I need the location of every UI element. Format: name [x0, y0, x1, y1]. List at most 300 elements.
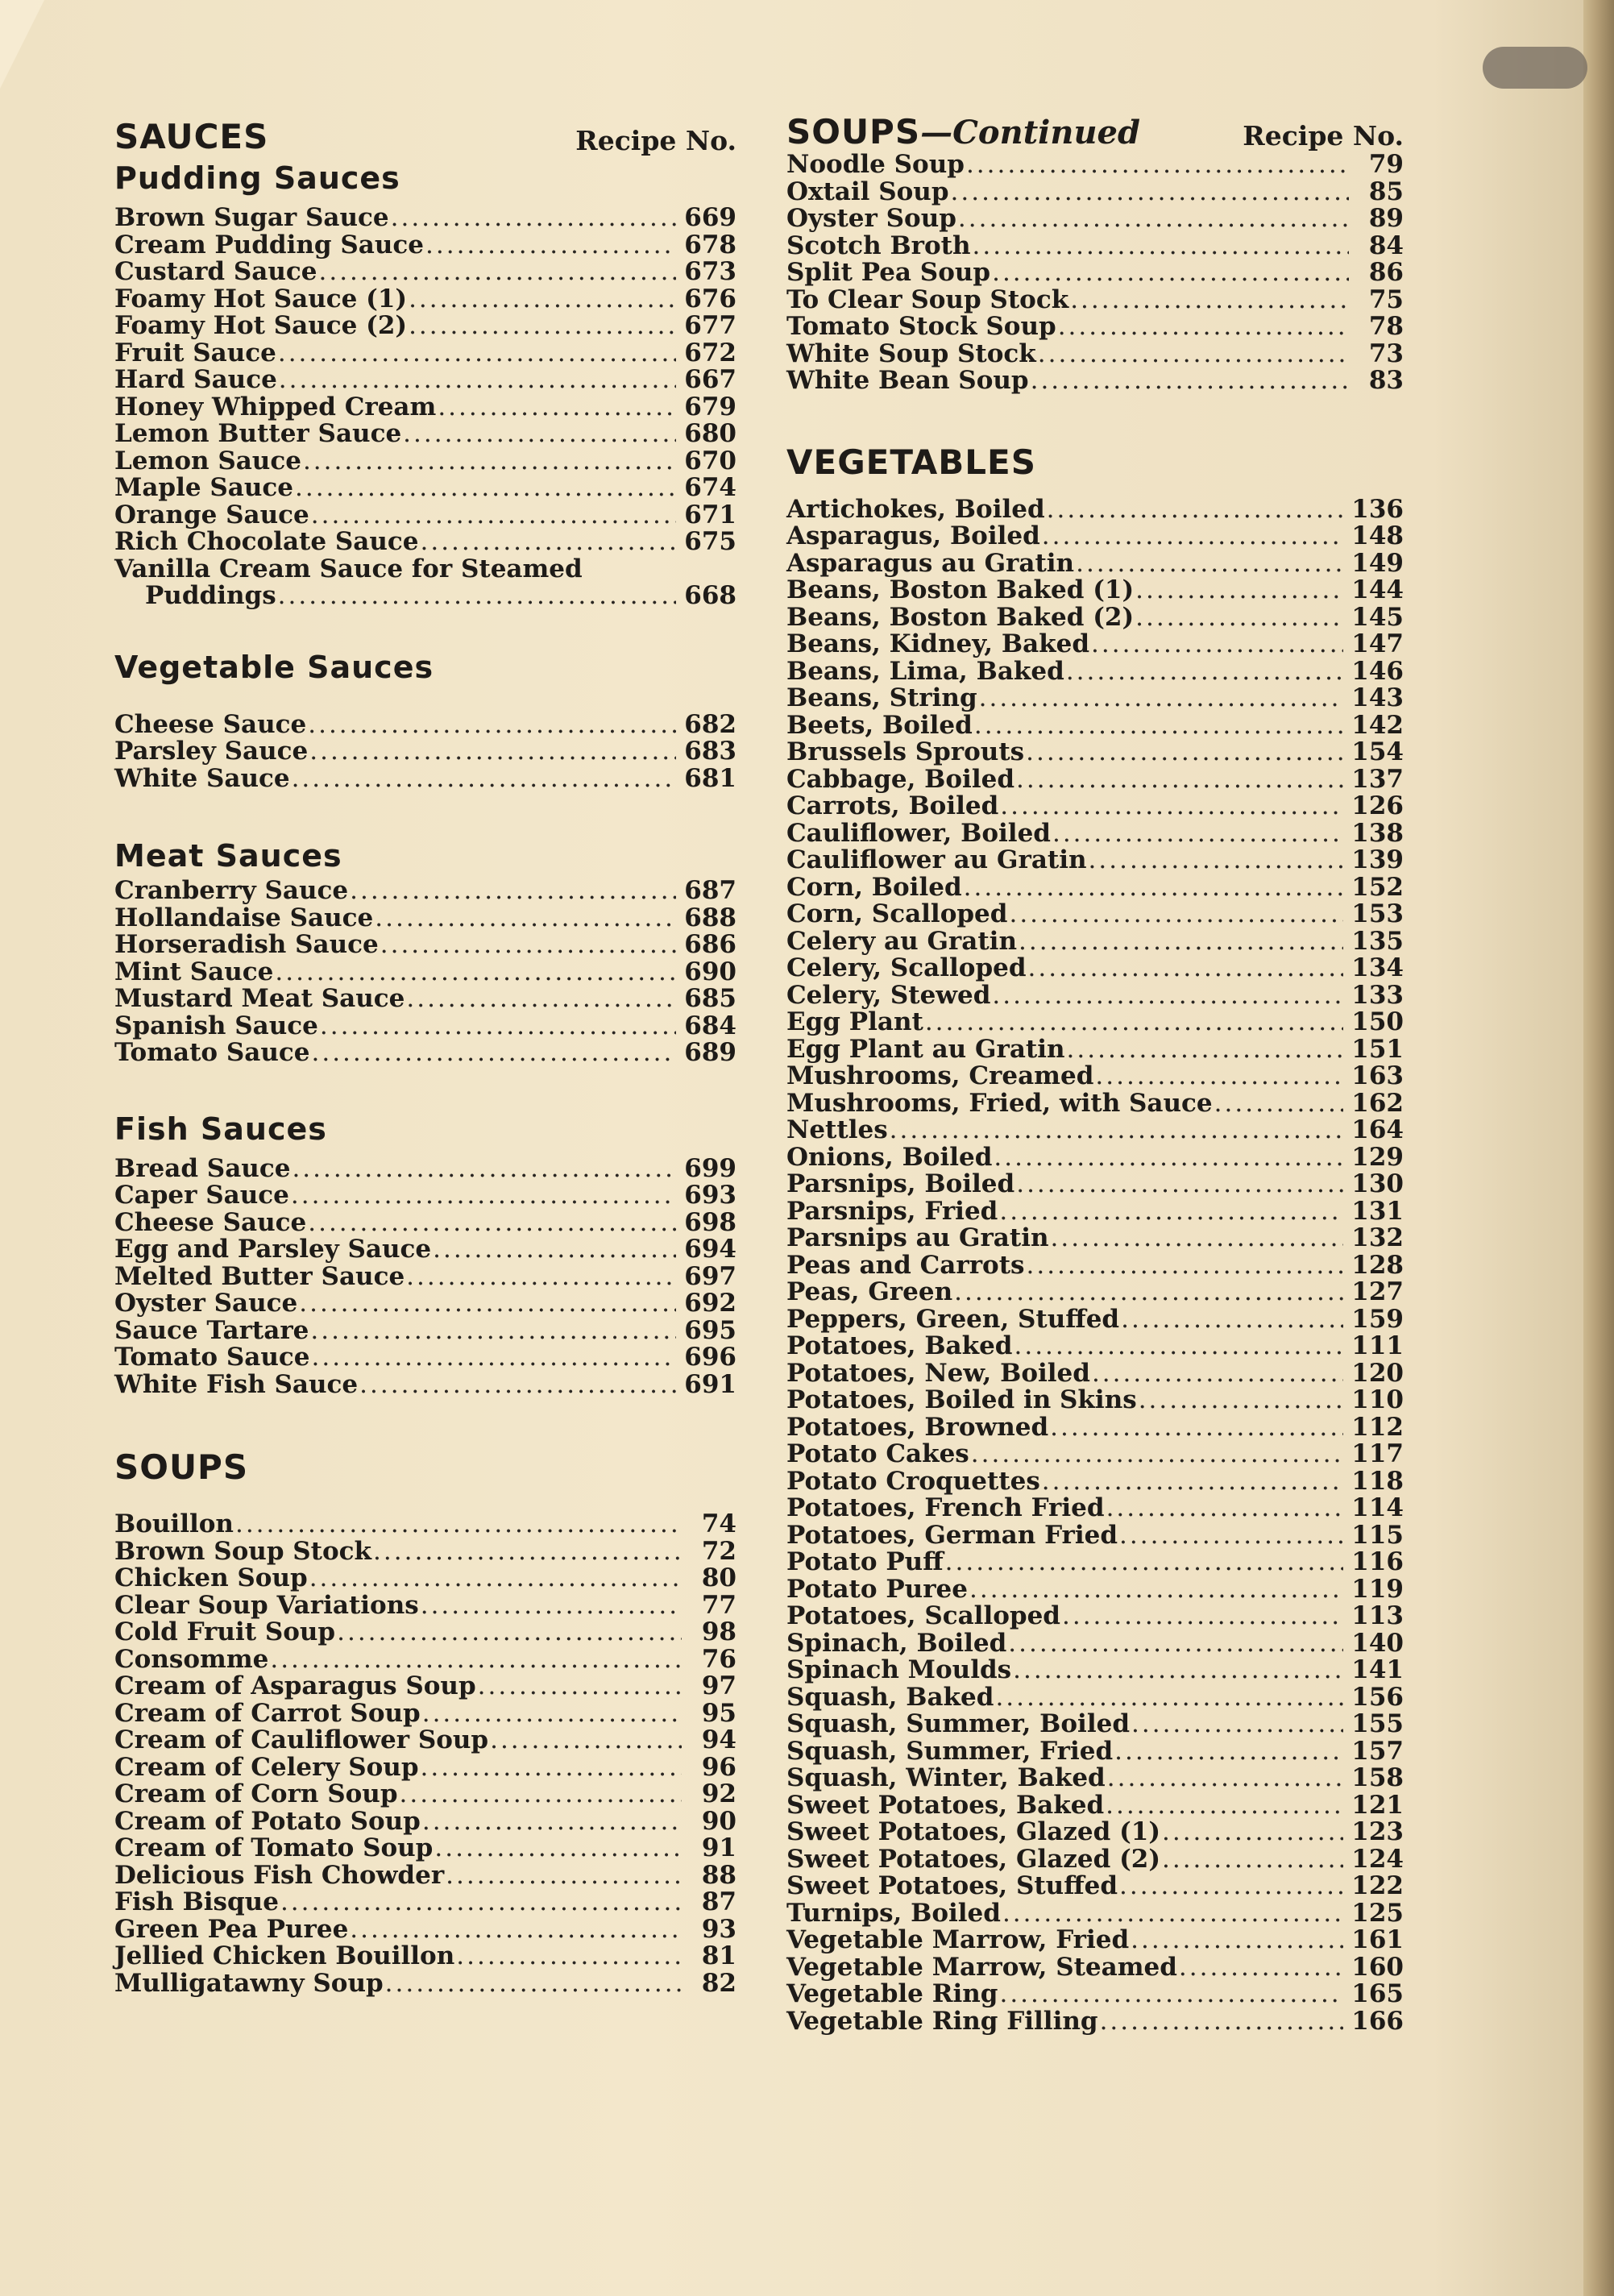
leader-dots	[1002, 1900, 1343, 1928]
index-entry[interactable]	[786, 1009, 1404, 1036]
index-entry[interactable]	[114, 1916, 736, 1944]
index-entry[interactable]	[786, 1117, 1404, 1144]
leader-dots	[1000, 793, 1343, 820]
leader-dots	[1092, 1360, 1343, 1388]
recipe-number: 670	[684, 446, 736, 475]
entry-name: Egg and Parsley Sauce	[114, 1235, 432, 1264]
leader-dots	[295, 475, 676, 502]
index-entry[interactable]	[114, 1040, 736, 1067]
leader-dots	[1135, 577, 1343, 604]
entry-name: Split Pea Soup	[786, 258, 991, 287]
index-entry[interactable]	[114, 340, 736, 367]
entry-name: Scotch Broth	[786, 230, 971, 260]
index-entry[interactable]	[114, 448, 736, 475]
entry-name: Squash, Winter, Baked	[786, 1763, 1106, 1792]
entry-name: Jellied Chicken Bouillon	[114, 1941, 455, 1970]
recipe-number: 129	[1351, 1142, 1404, 1172]
leader-dots	[391, 205, 677, 232]
index-entry[interactable]	[786, 1225, 1404, 1252]
folded-corner	[0, 0, 44, 89]
entry-name: Carrots, Boiled	[786, 791, 999, 820]
recipe-number: 118	[1351, 1466, 1404, 1496]
recipe-number: 75	[1368, 284, 1404, 314]
entry-name: Egg Plant au Gratin	[786, 1034, 1065, 1064]
fish-sauces-title: Fish Sauces	[114, 1111, 327, 1147]
index-entry[interactable]	[114, 502, 736, 529]
entry-name: Delicious Fish Chowder	[114, 1860, 445, 1890]
entry-name: Tomato Sauce	[114, 1038, 310, 1067]
index-entry[interactable]	[786, 577, 1404, 604]
leader-dots	[409, 286, 676, 313]
recipe-number: 90	[701, 1806, 736, 1836]
recipe-number: 122	[1351, 1871, 1404, 1900]
leader-dots	[1076, 550, 1343, 578]
index-entry[interactable]	[786, 1981, 1404, 2008]
leader-dots	[337, 1619, 682, 1646]
index-entry[interactable]	[786, 766, 1404, 794]
index-entry[interactable]	[786, 1387, 1404, 1414]
index-entry[interactable]	[114, 878, 736, 905]
entry-name: Celery, Scalloped	[786, 953, 1027, 982]
entry-name: White Fish Sauce	[114, 1369, 359, 1399]
index-entry[interactable]	[786, 712, 1404, 740]
index-entry[interactable]	[114, 1646, 736, 1674]
entry-name: Bouillon	[114, 1509, 234, 1538]
entry-name: Potatoes, Baked	[786, 1331, 1013, 1360]
index-entry[interactable]	[786, 1414, 1404, 1442]
recipe-number: 669	[684, 203, 736, 232]
entry-name-continued: Puddings	[145, 581, 276, 610]
index-entry[interactable]	[786, 847, 1404, 874]
entry-name: Spinach Moulds	[786, 1655, 1012, 1684]
leader-dots	[1091, 631, 1343, 658]
entry-name: Chicken Soup	[114, 1563, 308, 1592]
index-entry[interactable]	[114, 286, 736, 313]
leader-dots	[309, 738, 676, 766]
leader-dots	[320, 1013, 676, 1040]
entry-name: Beans, String	[786, 683, 977, 712]
entry-name: Peppers, Green, Stuffed	[786, 1304, 1120, 1334]
entry-name: Oyster Sauce	[114, 1289, 298, 1318]
index-entry[interactable]	[114, 1315, 736, 1345]
index-entry[interactable]	[114, 1153, 736, 1183]
index-entry[interactable]	[114, 1236, 736, 1264]
recipe-number: 142	[1351, 710, 1404, 740]
leader-dots	[1179, 1954, 1343, 1982]
left-column	[114, 111, 736, 1997]
entry-name: Brown Sugar Sauce	[114, 203, 389, 232]
index-entry[interactable]	[786, 1063, 1404, 1090]
index-entry[interactable]	[786, 685, 1404, 712]
recipe-number: 79	[1368, 150, 1404, 179]
leader-dots	[385, 1970, 682, 1998]
recipe-number: 158	[1351, 1763, 1404, 1792]
leader-dots	[292, 1156, 676, 1183]
index-entry[interactable]	[786, 1333, 1404, 1360]
index-entry[interactable]	[114, 1207, 736, 1237]
entry-name: Turnips, Boiled	[786, 1898, 1001, 1928]
index-entry[interactable]	[114, 1943, 736, 1970]
recipe-number: 116	[1351, 1547, 1404, 1576]
index-entry[interactable]	[114, 1862, 736, 1890]
entry-name: Brown Soup Stock	[114, 1536, 372, 1566]
entry-name: White Bean Soup	[786, 366, 1029, 395]
index-entry[interactable]	[114, 205, 736, 232]
entry-name: Celery au Gratin	[786, 926, 1017, 956]
entry-name: Sweet Potatoes, Stuffed	[786, 1871, 1118, 1900]
index-entry[interactable]	[786, 1441, 1404, 1468]
index-entry[interactable]	[114, 1727, 736, 1754]
index-entry[interactable]	[114, 986, 736, 1013]
entry-name: Cream Pudding Sauce	[114, 230, 425, 259]
leader-dots	[1050, 1414, 1343, 1442]
leader-dots	[309, 1565, 682, 1592]
index-entry[interactable]	[114, 932, 736, 959]
leader-dots	[1214, 1090, 1344, 1118]
index-entry[interactable]	[786, 1927, 1404, 1954]
leader-dots	[1162, 1819, 1343, 1846]
entry-name: Celery, Stewed	[786, 980, 991, 1010]
leader-dots	[945, 1549, 1344, 1576]
recipe-no-header: Recipe No.	[575, 125, 736, 156]
vegetable-sauces-title: Vegetable Sauces	[114, 649, 434, 685]
leader-dots	[1066, 658, 1343, 686]
sauces-header	[114, 111, 736, 156]
leader-dots	[979, 685, 1344, 712]
leader-dots	[403, 421, 676, 448]
entry-name: Squash, Summer, Fried	[786, 1736, 1114, 1766]
index-entry[interactable]	[786, 1090, 1404, 1118]
index-entry[interactable]	[786, 313, 1404, 341]
recipe-number: 698	[684, 1207, 736, 1237]
index-entry[interactable]	[114, 1344, 736, 1372]
index-entry[interactable]	[114, 259, 736, 286]
soups-continued-header	[786, 111, 1404, 152]
right-column	[786, 111, 1404, 2035]
index-entry[interactable]	[786, 1279, 1404, 1306]
index-entry[interactable]	[786, 259, 1404, 287]
recipe-number: 697	[684, 1261, 736, 1291]
index-entry[interactable]	[786, 550, 1404, 578]
index-entry[interactable]	[786, 1819, 1404, 1846]
entry-name: Potatoes, German Fried	[786, 1520, 1118, 1550]
index-entry[interactable]	[114, 1290, 736, 1318]
entry-name: Peas, Green	[786, 1277, 953, 1306]
index-entry[interactable]	[114, 1970, 736, 1998]
leader-dots	[421, 529, 677, 556]
entry-name: Cauliflower au Gratin	[786, 845, 1087, 874]
index-entry[interactable]	[114, 1511, 736, 1538]
leader-dots	[1162, 1846, 1343, 1874]
index-entry[interactable]	[786, 793, 1404, 820]
entry-name: Beets, Boiled	[786, 710, 973, 740]
entry-name: Parsnips, Boiled	[786, 1169, 1015, 1198]
recipe-number: 679	[684, 392, 736, 421]
leader-dots	[1042, 523, 1344, 550]
index-entry[interactable]	[786, 206, 1404, 233]
entry-name: Potatoes, French Fried	[786, 1493, 1105, 1522]
entry-name: Hard Sauce	[114, 365, 277, 394]
index-entry[interactable]	[114, 709, 736, 739]
index-entry[interactable]	[786, 1306, 1404, 1334]
index-entry[interactable]	[786, 928, 1404, 956]
index-entry[interactable]	[114, 1781, 736, 1808]
index-entry[interactable]	[114, 1261, 736, 1291]
index-entry[interactable]	[786, 1360, 1404, 1388]
index-entry[interactable]	[786, 604, 1404, 632]
entry-name: Mushrooms, Creamed	[786, 1061, 1094, 1090]
entry-name: Brussels Sprouts	[786, 737, 1025, 766]
leader-dots	[1062, 1603, 1343, 1630]
leader-dots	[890, 1117, 1344, 1144]
recipe-number: 91	[701, 1833, 736, 1862]
index-entry[interactable]	[786, 1522, 1404, 1550]
index-entry[interactable]	[114, 367, 736, 394]
index-entry[interactable]	[114, 1889, 736, 1916]
leader-dots	[438, 394, 676, 421]
leader-dots	[406, 986, 676, 1013]
index-entry[interactable]	[786, 955, 1404, 982]
index-entry[interactable]	[786, 1576, 1404, 1604]
index-entry[interactable]	[786, 1900, 1404, 1928]
leader-dots	[278, 340, 676, 367]
recipe-number: 687	[684, 876, 736, 905]
index-entry[interactable]	[786, 1738, 1404, 1766]
index-entry[interactable]	[114, 1673, 736, 1700]
entry-name: Spinach, Boiled	[786, 1628, 1007, 1658]
index-entry[interactable]	[786, 874, 1404, 902]
recipe-number: 161	[1351, 1925, 1404, 1954]
index-entry[interactable]	[786, 982, 1404, 1010]
index-entry[interactable]	[114, 1619, 736, 1646]
index-entry[interactable]	[786, 230, 1404, 260]
leader-dots	[999, 1198, 1343, 1226]
recipe-number: 166	[1351, 2006, 1404, 2036]
index-entry[interactable]	[114, 232, 736, 259]
recipe-number: 110	[1351, 1385, 1404, 1414]
entry-name: Squash, Baked	[786, 1682, 994, 1712]
vegetables-list	[786, 496, 1404, 2036]
index-entry[interactable]	[786, 284, 1404, 314]
index-entry[interactable]	[114, 1835, 736, 1862]
leader-dots	[999, 1981, 1343, 2008]
index-entry[interactable]	[114, 475, 736, 502]
entry-name: Melted Butter Sauce	[114, 1261, 405, 1291]
index-entry[interactable]	[786, 1630, 1404, 1658]
recipe-number: 686	[684, 930, 736, 959]
index-entry[interactable]	[786, 367, 1404, 395]
continued-label: —Continued	[920, 114, 1140, 152]
index-entry[interactable]	[114, 1592, 736, 1620]
recipe-number: 124	[1351, 1844, 1404, 1874]
entry-name: Horseradish Sauce	[114, 930, 379, 959]
index-entry[interactable]	[114, 1538, 736, 1566]
leader-dots	[318, 259, 676, 286]
index-entry[interactable]	[786, 1873, 1404, 1900]
index-entry[interactable]	[114, 421, 736, 448]
recipe-number: 146	[1351, 656, 1404, 686]
index-entry[interactable]	[786, 1711, 1404, 1738]
recipe-number: 692	[684, 1289, 736, 1318]
entry-name: Green Pea Puree	[114, 1914, 349, 1944]
recipe-number: 689	[684, 1038, 736, 1067]
leader-dots	[1100, 2008, 1344, 2036]
leader-dots	[1008, 1630, 1343, 1658]
entry-name: Sweet Potatoes, Glazed (1)	[786, 1817, 1160, 1846]
leader-dots	[421, 1592, 682, 1620]
index-entry[interactable]	[786, 1252, 1404, 1280]
vegetable-sauces-list	[114, 709, 736, 793]
index-entry[interactable]	[114, 1369, 736, 1399]
index-entry[interactable]	[786, 1954, 1404, 1982]
recipe-number: 76	[701, 1644, 736, 1674]
leader-dots	[1016, 766, 1343, 794]
leader-dots	[280, 1889, 682, 1916]
leader-dots	[311, 1344, 676, 1372]
recipe-number: 111	[1351, 1331, 1404, 1360]
index-entry[interactable]	[114, 1754, 736, 1782]
index-entry[interactable]	[786, 1036, 1404, 1064]
index-entry[interactable]	[786, 1684, 1404, 1712]
index-entry[interactable]	[786, 1846, 1404, 1874]
recipe-number: 147	[1351, 629, 1404, 658]
leader-dots	[1131, 1711, 1343, 1738]
leader-dots	[964, 874, 1344, 902]
index-entry[interactable]	[786, 1765, 1404, 1792]
entry-name: Artichokes, Boiled	[786, 494, 1045, 524]
recipe-number: 82	[701, 1968, 736, 1998]
index-entry[interactable]	[114, 763, 736, 793]
entry-name: Lemon Sauce	[114, 446, 301, 475]
entry-name: Onions, Boiled	[786, 1142, 993, 1172]
index-entry[interactable]	[786, 1603, 1404, 1630]
index-entry[interactable]	[786, 1495, 1404, 1522]
recipe-number: 145	[1351, 602, 1404, 632]
entry-name: Sweet Potatoes, Baked	[786, 1790, 1105, 1820]
entry-name: Cheese Sauce	[114, 1207, 307, 1237]
recipe-number: 83	[1368, 366, 1404, 395]
index-entry[interactable]	[114, 1013, 736, 1040]
index-entry[interactable]	[786, 658, 1404, 686]
entry-name: Rich Chocolate Sauce	[114, 527, 419, 556]
index-entry[interactable]	[786, 2008, 1404, 2036]
meat-sauces-title: Meat Sauces	[114, 838, 342, 874]
recipe-number: 73	[1368, 338, 1404, 368]
entry-name: Parsley Sauce	[114, 737, 309, 766]
index-tab-mark	[1483, 47, 1587, 89]
leader-dots	[1058, 313, 1349, 341]
entry-name: Squash, Summer, Boiled	[786, 1709, 1131, 1738]
index-entry[interactable]	[786, 1198, 1404, 1226]
recipe-number: 144	[1351, 575, 1404, 604]
recipe-number: 121	[1351, 1790, 1404, 1820]
entry-name: Maple Sauce	[114, 473, 293, 502]
index-entry[interactable]	[786, 1549, 1404, 1576]
recipe-number: 149	[1351, 548, 1404, 578]
entry-name: Lemon Butter Sauce	[114, 419, 402, 448]
entry-name: Potato Puff	[786, 1547, 944, 1576]
entry-name: Potato Cakes	[786, 1439, 969, 1468]
index-entry[interactable]	[786, 338, 1404, 368]
leader-dots	[299, 1290, 676, 1318]
entry-name: Noodle Soup	[786, 150, 965, 179]
leader-dots	[974, 712, 1343, 740]
index-entry[interactable]	[114, 959, 736, 986]
leader-dots	[1119, 1873, 1343, 1900]
leader-dots	[434, 1835, 682, 1862]
entry-name: Asparagus au Gratin	[786, 548, 1075, 578]
leader-dots	[925, 1009, 1343, 1036]
index-entry[interactable]	[114, 905, 736, 932]
recipe-number: 135	[1351, 926, 1404, 956]
recipe-number: 131	[1351, 1196, 1404, 1226]
leader-dots	[359, 1372, 676, 1399]
index-entry[interactable]	[786, 1792, 1404, 1820]
leader-dots	[1014, 1333, 1343, 1360]
index-entry[interactable]	[114, 313, 736, 340]
index-entry[interactable]	[114, 1565, 736, 1592]
index-entry[interactable]	[786, 1144, 1404, 1172]
index-entry[interactable]	[786, 1171, 1404, 1198]
recipe-number: 675	[684, 527, 736, 556]
index-entry[interactable]	[114, 556, 736, 610]
leader-dots	[308, 712, 676, 739]
index-entry[interactable]	[114, 394, 736, 421]
entry-name: Hollandaise Sauce	[114, 903, 374, 932]
index-entry[interactable]	[114, 1182, 736, 1210]
recipe-number: 130	[1351, 1169, 1404, 1198]
leader-dots	[490, 1727, 682, 1754]
recipe-number: 94	[701, 1725, 736, 1754]
entry-name: Cream of Celery Soup	[114, 1752, 419, 1782]
entry-name: Honey Whipped Cream	[114, 392, 437, 421]
index-entry[interactable]	[786, 523, 1404, 550]
recipe-number: 676	[684, 284, 736, 313]
leader-dots	[406, 1264, 676, 1291]
index-entry[interactable]	[114, 738, 736, 766]
entry-name: Orange Sauce	[114, 500, 309, 529]
recipe-number: 81	[701, 1941, 736, 1970]
entry-name: Cranberry Sauce	[114, 876, 349, 905]
index-entry[interactable]	[114, 1808, 736, 1836]
entry-name: Mushrooms, Fried, with Sauce	[786, 1088, 1213, 1118]
entry-name: Fruit Sauce	[114, 338, 276, 367]
leader-dots	[1131, 1927, 1343, 1954]
index-entry[interactable]	[114, 1700, 736, 1728]
entry-name: Cream of Potato Soup	[114, 1806, 421, 1836]
fish-sauces-list	[114, 1153, 736, 1399]
entry-name: Potato Puree	[786, 1574, 968, 1604]
index-entry[interactable]	[786, 176, 1404, 206]
index-entry[interactable]	[786, 1657, 1404, 1684]
recipe-number: 152	[1351, 872, 1404, 902]
index-entry[interactable]	[786, 739, 1404, 766]
leader-dots	[1031, 367, 1349, 395]
leader-dots	[1051, 1225, 1344, 1252]
index-entry[interactable]	[786, 1468, 1404, 1496]
index-entry[interactable]	[786, 631, 1404, 658]
index-entry[interactable]	[786, 152, 1404, 179]
index-entry[interactable]	[114, 529, 736, 556]
recipe-number: 162	[1351, 1088, 1404, 1118]
recipe-number: 681	[684, 763, 736, 793]
leader-dots	[380, 932, 677, 959]
soups-list	[114, 1511, 736, 1997]
index-entry[interactable]	[786, 901, 1404, 928]
index-entry[interactable]	[786, 820, 1404, 848]
index-entry[interactable]	[786, 496, 1404, 524]
vegetables-header	[786, 437, 1404, 482]
